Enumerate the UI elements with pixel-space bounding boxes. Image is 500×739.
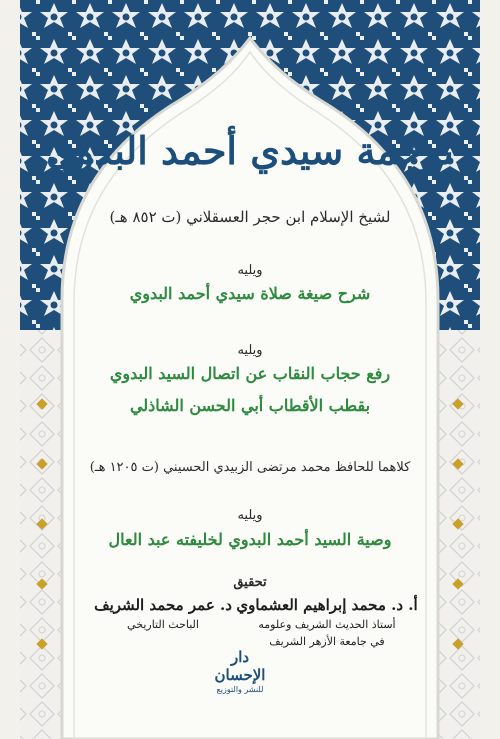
- attribution-line: كلاهما للحافظ محمد مرتضى الزبيدي الحسيني (ت ١٢٠٥ هـ): [89, 460, 411, 475]
- section-2-line-2: بقطب الأقطاب أبي الحسن الشاذلي: [129, 396, 371, 415]
- book-title: ترجمة سيدي أحمد البدوي: [46, 128, 454, 173]
- editor-2: [78, 596, 248, 631]
- editor-1-role-1: أستاذ الحديث الشريف وعلومه: [258, 618, 396, 631]
- section-1-line-1: شرح صيغة صلاة سيدي أحمد البدوي: [129, 284, 371, 303]
- publisher-logo-sub: للنشر والتوزيع: [216, 685, 264, 694]
- and-follows-3: ويليه: [237, 508, 263, 523]
- section-2-line-1: رفع حجاب النقاب عن اتصال السيد البدوي: [109, 364, 391, 383]
- and-follows-2: ويليه: [237, 343, 263, 358]
- publisher-logo-main: دار الإحسان: [214, 648, 266, 684]
- publisher-logo: [208, 648, 272, 694]
- and-follows-1: ويليه: [237, 263, 263, 278]
- editor-1: [232, 596, 422, 648]
- editor-1-name: أ. د. محمد إبراهيم العشماوي: [236, 596, 418, 614]
- section-3-line-1: وصية السيد أحمد البدوي لخليفته عبد العال: [108, 530, 392, 549]
- editor-2-role-1: الباحث التاريخي: [127, 618, 199, 631]
- author-line: لشيخ الإسلام ابن حجر العسقلاني (ت ٨٥٢ هـ): [109, 208, 391, 226]
- editor-2-name: د. عمر محمد الشريف: [94, 596, 232, 614]
- editing-label: تحقيق: [233, 575, 267, 590]
- editor-1-role-2: في جامعة الأزهر الشريف: [269, 635, 385, 648]
